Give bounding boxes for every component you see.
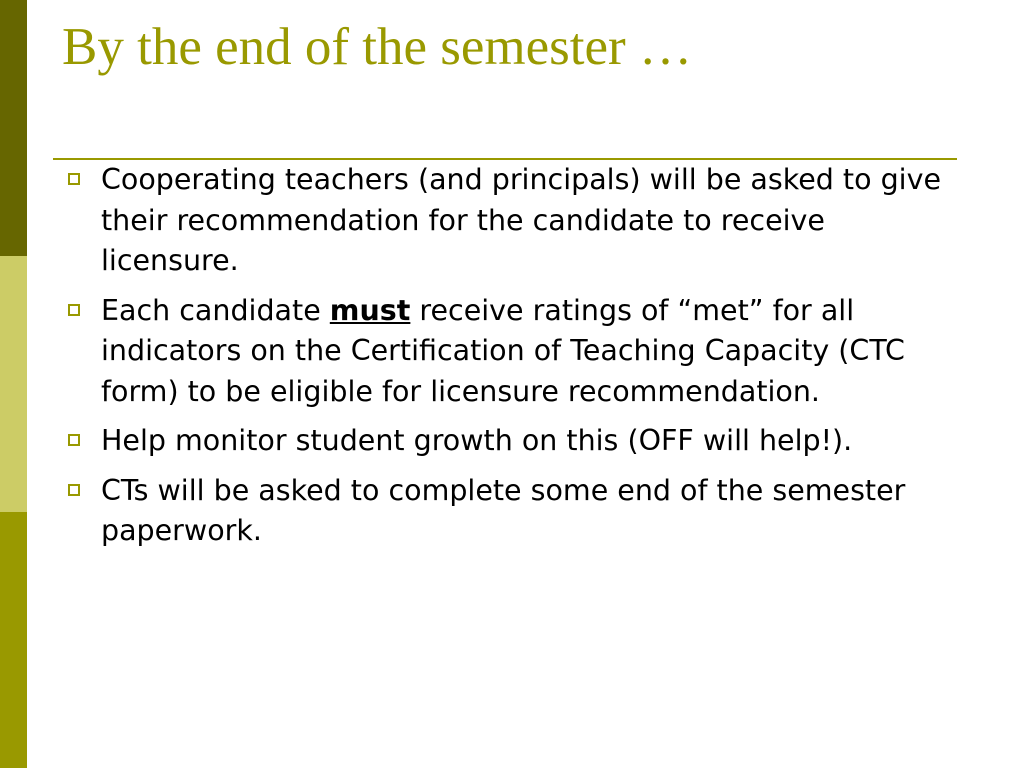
bullet-text: Help monitor student growth on this (OFF will help!). [101, 424, 853, 457]
bullet-text-before: Each candidate [101, 293, 330, 327]
bullet-item [60, 471, 960, 552]
bullet-list [60, 160, 960, 561]
square-bullet-icon [68, 304, 80, 316]
square-bullet-icon [68, 484, 80, 496]
bullet-text: Cooperating teachers (and principals) will be asked to give their recommendation for the candidate to receive licensure. [101, 163, 941, 277]
sidebar-stripe-middle [0, 256, 27, 512]
sidebar-stripe-top [0, 0, 27, 256]
square-bullet-icon [68, 434, 80, 446]
slide-title: By the end of the semester … [62, 18, 692, 76]
sidebar-stripe-bottom [0, 512, 27, 768]
bullet-text-after: receive ratings of “met” for all indicators on the Certification of Teaching Capacity (CTC form) to be eligible for licensure recommendation. [101, 293, 905, 408]
bullet-item [60, 160, 960, 282]
square-bullet-icon [68, 173, 80, 185]
bullet-item [60, 291, 960, 413]
bullet-item [60, 421, 960, 462]
bullet-text: CTs will be asked to complete some end of the semester paperwork. [101, 473, 906, 547]
bullet-emphasis: must [329, 293, 411, 327]
